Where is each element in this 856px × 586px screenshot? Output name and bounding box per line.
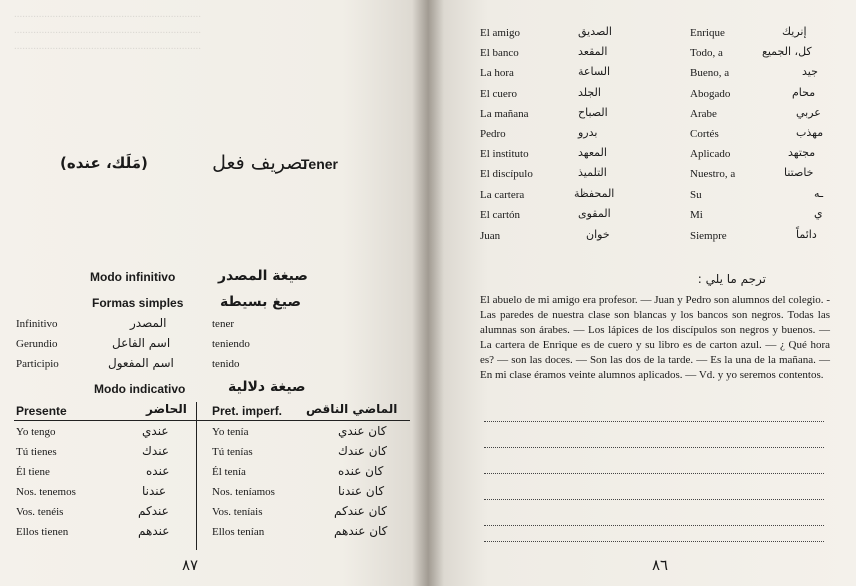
infinitive-value: tener <box>212 318 234 330</box>
title-verb: Tener <box>300 156 338 172</box>
conj-row-present-arabic: عندي <box>142 424 169 438</box>
vocab-es2: Cortés <box>690 128 719 140</box>
vocab-ar: الصديق <box>578 25 612 38</box>
modo-infinitivo-label: Modo infinitivo <box>90 270 176 284</box>
vocab-es2: Siempre <box>690 230 727 242</box>
conj-row-imperfect-arabic: كان عندي <box>338 424 387 438</box>
conj-row-present: Yo tengo <box>16 426 56 438</box>
answer-line <box>484 540 824 542</box>
table-header-rule <box>14 420 410 421</box>
conj-row-imperfect: Nos. teníamos <box>212 486 275 498</box>
conj-row-present-arabic: عندهم <box>138 524 170 538</box>
answer-line <box>484 420 824 422</box>
vocab-ar: الجلد <box>578 86 601 99</box>
conj-row-present: Él tiene <box>16 466 50 478</box>
vocab-es2: Aplicado <box>690 148 731 160</box>
vocab-ar: المقعد <box>578 45 608 58</box>
vocab-es2: Bueno, a <box>690 67 730 79</box>
conj-row-imperfect: Vos. teníais <box>212 506 263 518</box>
title-arabic: تصريف فعل <box>212 152 308 174</box>
vocab-ar2: خاصتنا <box>784 166 814 179</box>
vocab-es: Pedro <box>480 128 506 140</box>
conj-row-present: Nos. tenemos <box>16 486 76 498</box>
vocab-ar2: ـه <box>814 187 824 200</box>
title-meaning: (مَلَك، عنده) <box>60 154 148 172</box>
vocab-ar: بدرو <box>578 126 598 139</box>
answer-line <box>484 472 824 474</box>
vocab-ar2: محام <box>792 86 816 99</box>
conj-row-present-arabic: عندك <box>142 444 169 458</box>
vocab-es: El cartón <box>480 209 521 221</box>
vocab-es: El cuero <box>480 88 517 100</box>
modo-indicativo-arabic: صيغة دلالية <box>228 379 306 395</box>
page-number-left: ٨٧ <box>182 556 199 574</box>
vocab-es2: Mi <box>690 209 703 221</box>
conj-row-present-arabic: عندكم <box>138 504 169 518</box>
present-header-arabic: الحاضر <box>146 402 187 416</box>
vocab-es2: Todo, a <box>690 47 723 59</box>
conj-row-imperfect: Yo tenía <box>212 426 249 438</box>
vocab-es: El banco <box>480 47 519 59</box>
answer-line <box>484 446 824 448</box>
imperfect-header-arabic: الماضي الناقص <box>306 402 398 416</box>
conj-row-imperfect-arabic: كان عندنا <box>338 484 385 498</box>
vocab-ar: خوان <box>586 228 610 241</box>
gerund-label: Gerundio <box>16 338 58 350</box>
vocab-es: La cartera <box>480 189 525 201</box>
page-number-right: ٨٦ <box>652 556 669 574</box>
vocab-es: La mañana <box>480 108 529 120</box>
vocab-ar: المعهد <box>578 146 607 159</box>
exercise-paragraph: El abuelo de mi amigo era profesor. — Juan y Pedro son alumnos del colegio. - Las paredes de nuestra clase son blancas y los bancos son negros. Todas las alumnas son árabes. — Los lápices de los discípulos son negros y buenos. — La cartera de Enrique es de cuero y su libro es de carton azul. — ¿ Qué hora es? — son las doces. — Son las dos de la tarde. — Es la una de la mañana. — En mi clase éramos veinte alumnos aplicados. — Vd. y yo seremos contentos. <box>480 294 830 381</box>
vocab-es: El amigo <box>480 27 521 39</box>
vocab-es: El discípulo <box>480 168 533 180</box>
table-column-rule <box>196 402 197 550</box>
conj-row-present-arabic: عنده <box>146 464 170 478</box>
vocab-es2: Su <box>690 189 702 201</box>
conj-row-present: Vos. tenéis <box>16 506 64 518</box>
vocab-ar2: إنريك <box>782 25 807 38</box>
vocab-ar2: دائماً <box>796 228 817 241</box>
gerund-arabic: اسم الفاعل <box>112 336 171 350</box>
answer-line <box>484 524 824 526</box>
vocab-ar2: مهذب <box>796 126 824 139</box>
vocab-es2: Abogado <box>690 88 731 100</box>
vocab-es: El instituto <box>480 148 529 160</box>
vocab-es: Juan <box>480 230 501 242</box>
participle-value: tenido <box>212 358 240 370</box>
vocab-row <box>480 27 520 47</box>
conj-row-imperfect-arabic: كان عندكم <box>334 504 387 518</box>
conj-row-present-arabic: عندنا <box>142 484 167 498</box>
conj-row-imperfect-arabic: كان عندهم <box>334 524 388 538</box>
modo-indicativo-label: Modo indicativo <box>94 382 186 396</box>
vocab-ar2: كل، الجميع <box>762 45 812 58</box>
verb-title <box>60 148 400 178</box>
infinitive-label: Infinitivo <box>16 318 58 330</box>
conj-row-imperfect-arabic: كان عندك <box>338 444 387 458</box>
gerund-value: teniendo <box>212 338 250 350</box>
conj-row-present: Tú tienes <box>16 446 57 458</box>
present-header: Presente <box>16 404 67 418</box>
translate-instruction: ترجم ما يلي : <box>697 272 766 286</box>
vocab-es: La hora <box>480 67 514 79</box>
right-page <box>428 0 856 586</box>
vocab-ar: المحفظة <box>574 187 615 200</box>
vocab-ar: الصباح <box>578 106 608 119</box>
answer-line <box>484 498 824 500</box>
imperfect-header: Pret. imperf. <box>212 404 283 418</box>
vocab-ar2: عربي <box>796 106 821 119</box>
vocab-ar2: مجتهد <box>788 146 816 159</box>
vocab-ar: التلميذ <box>578 166 607 179</box>
participle-label: Participio <box>16 358 59 370</box>
conj-row-imperfect: Él tenía <box>212 466 246 478</box>
vocab-es2: Arabe <box>690 108 717 120</box>
bleed-through-text: .................................................................... .................................................................... .................................................................... <box>14 8 201 52</box>
book-gutter <box>412 0 444 586</box>
vocab-ar2: ي <box>814 207 823 220</box>
vocab-ar: الساعة <box>578 65 611 78</box>
vocab-ar2: جيد <box>802 65 818 78</box>
conj-row-imperfect: Tú tenías <box>212 446 253 458</box>
vocab-ar: المقوى <box>578 207 611 220</box>
vocab-es2: Enrique <box>690 27 725 39</box>
conj-row-imperfect-arabic: كان عنده <box>338 464 384 478</box>
infinitive-arabic: المصدر <box>130 316 167 330</box>
formas-simples-label: Formas simples <box>92 296 184 310</box>
participle-arabic: اسم المفعول <box>108 356 174 370</box>
conj-row-imperfect: Ellos tenían <box>212 526 265 538</box>
vocab-es2: Nuestro, a <box>690 168 736 180</box>
modo-infinitivo-arabic: صيغة المصدر <box>218 268 308 284</box>
formas-simples-arabic: صيغ بسيطة <box>220 294 302 310</box>
conj-row-present: Ellos tienen <box>16 526 69 538</box>
